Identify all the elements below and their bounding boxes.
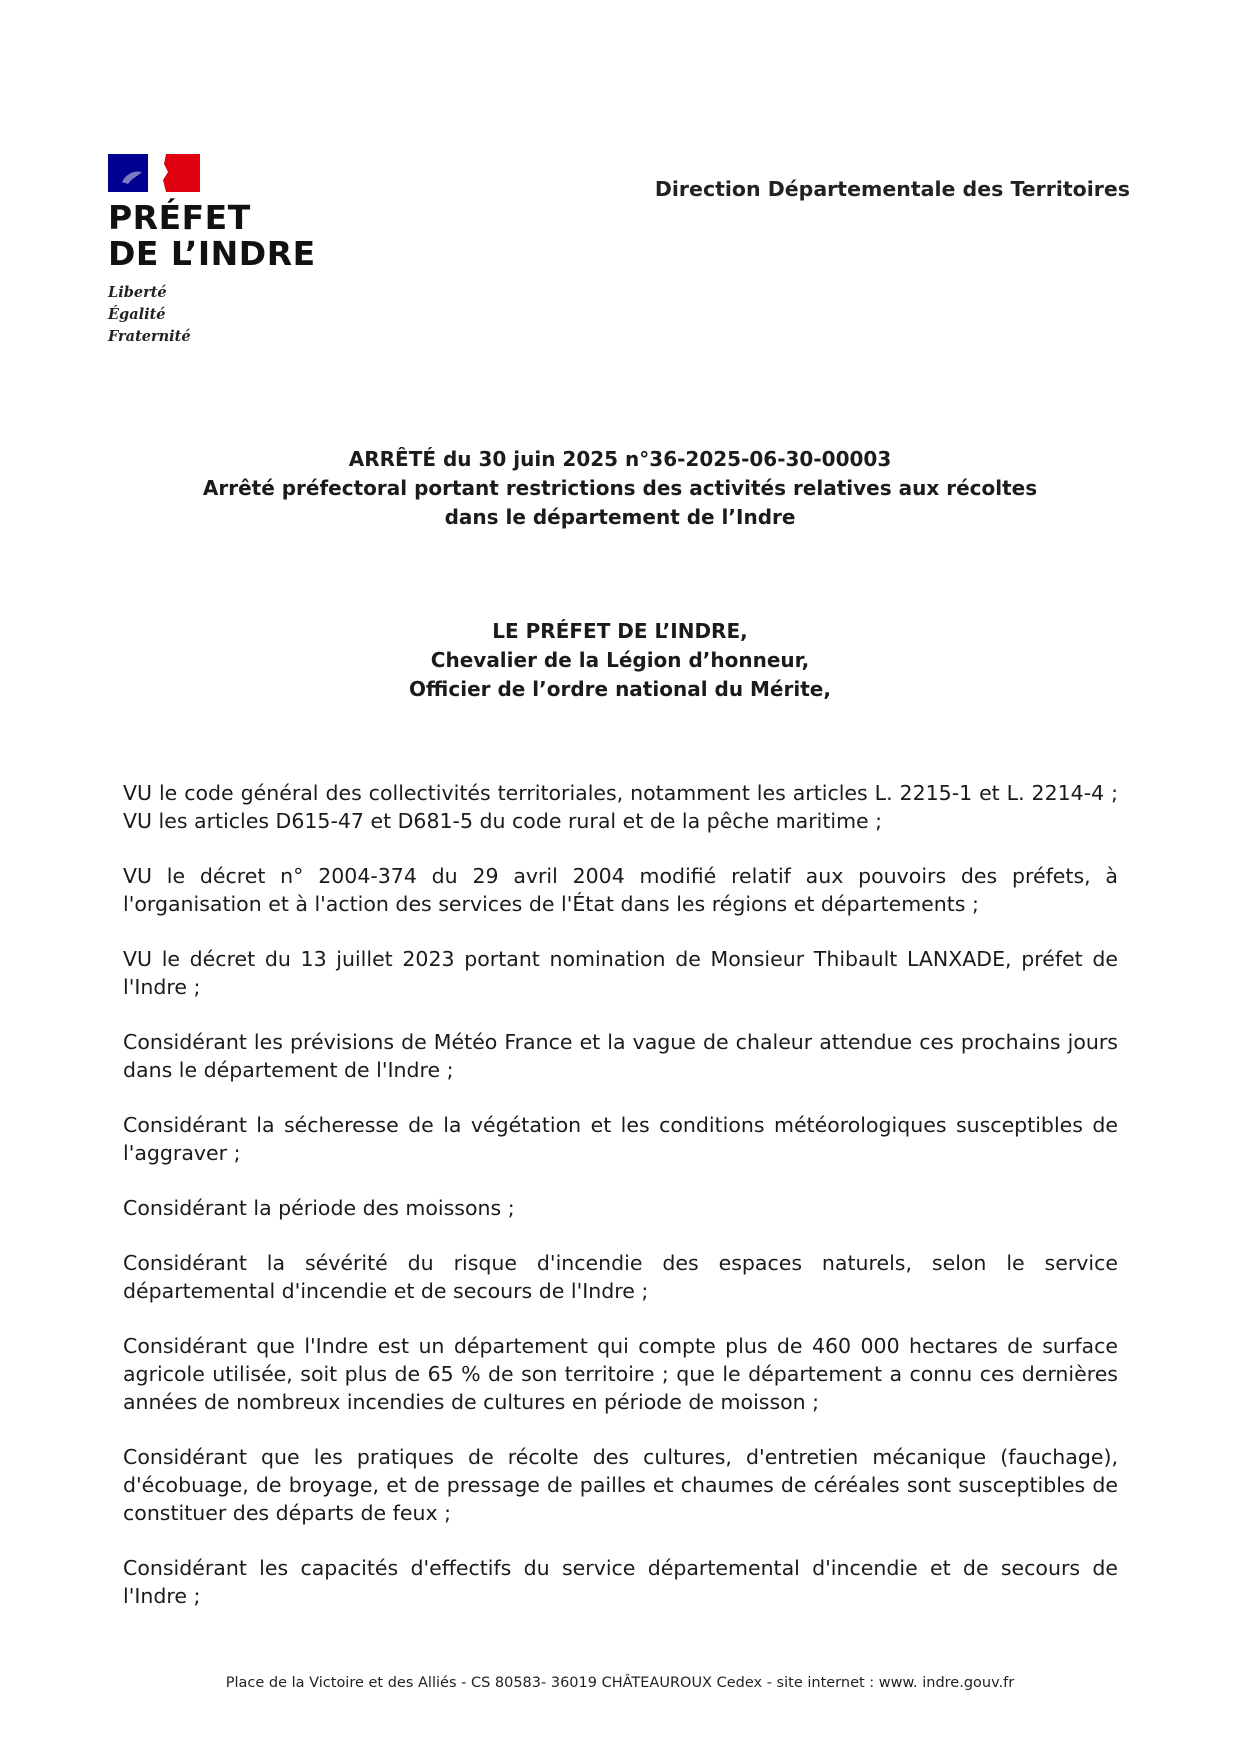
motto-fraternite: Fraternité <box>108 328 191 345</box>
visa-paragraph: VU le décret n° 2004-374 du 29 avril 2004 modifié relatif aux pouvoirs des préfets, à l'organisation et à l'action des services de l'État dans les régions et départements ; <box>123 864 1118 916</box>
visa-paragraph: VU le décret du 13 juillet 2023 portant nomination de Monsieur Thibault LANXADE, préfet de l'Indre ; <box>123 947 1118 999</box>
considerant-paragraph: Considérant que l'Indre est un département qui compte plus de 460 000 hectares de surface agricole utilisée, soit plus de 65 % de son territoire ; que le département a connu ces dernières années de nombreux incendies de cultures en période de moisson ; <box>123 1334 1118 1414</box>
direction-name: Direction Départementale des Territoires <box>654 177 1130 201</box>
page-footer: Place de la Victoire et des Alliés - CS 80583- 36019 CHÂTEAUROUX Cedex - site internet : www. indre.gouv.fr <box>225 1675 1015 1691</box>
considerant-paragraph: Considérant la sécheresse de la végétation et les conditions météorologiques susceptibles de l'aggraver ; <box>123 1113 1118 1165</box>
prefet-line2: Chevalier de la Légion d’honneur, <box>430 648 810 672</box>
arrete-title-line1: ARRÊTÉ du 30 juin 2025 n°36-2025-06-30-00003 <box>348 447 892 471</box>
visas-section <box>123 779 1118 1637</box>
logo-title-line2: DE L’INDRE <box>108 234 316 273</box>
arrete-title-line3: dans le département de l’Indre <box>444 505 796 529</box>
arrete-title-line2: Arrêté préfectoral portant restrictions des activités relatives aux récoltes <box>202 476 1038 500</box>
logo-title-line1: PRÉFET <box>108 198 251 237</box>
considerant-paragraph: Considérant les prévisions de Météo France et la vague de chaleur attendue ces prochains jours dans le département de l'Indre ; <box>123 1030 1118 1082</box>
prefet-line3: Officier de l’ordre national du Mérite, <box>409 677 831 701</box>
considerant-paragraph: Considérant la période des moissons ; <box>123 1196 515 1220</box>
considerant-paragraph: Considérant que les pratiques de récolte des cultures, d'entretien mécanique (fauchage), d'écobuage, de broyage, et de pressage de pailles et chaumes de céréales sont susceptibles de constituer des départs de feux ; <box>123 1445 1118 1525</box>
visa-paragraph: VU le code général des collectivités territoriales, notamment les articles L. 2215-1 et L. 2214-4 ; VU les articles D615-47 et D681-5 du code rural et de la pêche maritime ; <box>123 781 1118 833</box>
motto-liberte: Liberté <box>108 284 167 301</box>
prefet-line1: LE PRÉFET DE L’INDRE, <box>492 619 748 643</box>
motto-egalite: Égalité <box>108 306 166 323</box>
prefet-heading <box>0 617 1240 704</box>
arrete-title <box>0 445 1240 532</box>
marianne-flag-icon <box>108 154 200 192</box>
prefecture-logo <box>108 154 316 348</box>
considerant-paragraph: Considérant les capacités d'effectifs du service départemental d'incendie et de secours de l'Indre ; <box>123 1556 1118 1608</box>
republic-motto <box>108 282 316 348</box>
considerant-paragraph: Considérant la sévérité du risque d'incendie des espaces naturels, selon le service départemental d'incendie et de secours de l'Indre ; <box>123 1251 1118 1303</box>
